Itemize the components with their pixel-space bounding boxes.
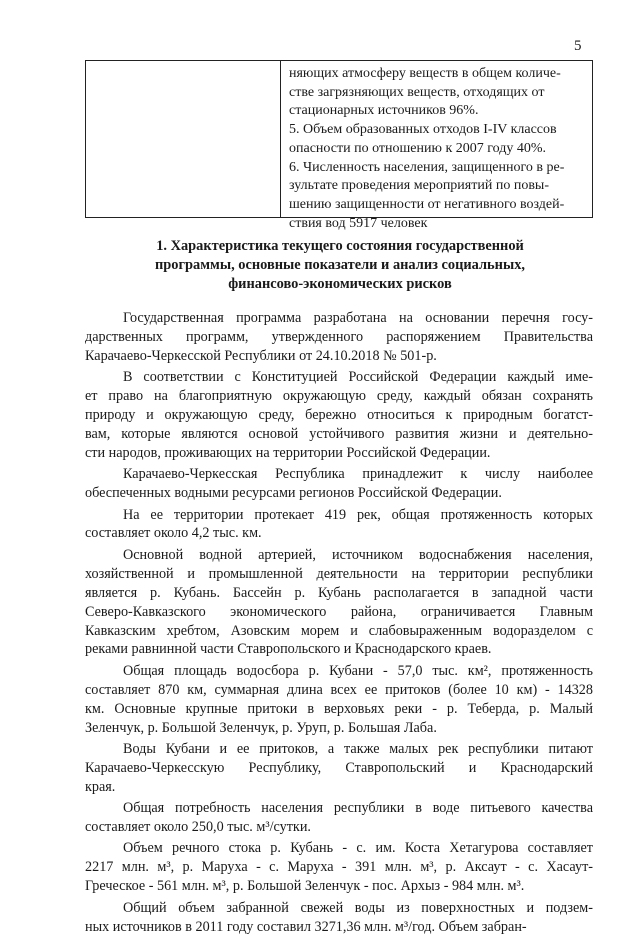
paragraph-line: Карачаево-Черкесская Республика принадлежит к числу наиболее bbox=[123, 466, 593, 483]
paragraph-line: Общая потребность населения республики в воде питьевого качества bbox=[123, 800, 593, 817]
paragraph bbox=[85, 309, 593, 366]
paragraph bbox=[85, 740, 593, 797]
table-text-line: зультате проведения мероприятий по повы- bbox=[289, 178, 550, 194]
paragraph bbox=[85, 662, 593, 738]
paragraph-line: является р. Кубань. Бассейн р. Кубань располагается в западной части bbox=[85, 584, 593, 601]
indicators-table-fragment bbox=[85, 60, 593, 231]
paragraph-line: Объем речного стока р. Кубань - с. им. Коста Хетагурова составляет bbox=[123, 840, 593, 857]
paragraph bbox=[85, 546, 593, 659]
table-text-line: опасности по отношению к 2007 году 40%. bbox=[289, 140, 547, 156]
paragraph-line: края. bbox=[85, 778, 116, 795]
paragraph-line: Воды Кубани и ее притоков, а также малых рек республики питают bbox=[123, 740, 593, 757]
paragraph-line: реками равнинной части Ставропольского и Краснодарского краев. bbox=[85, 641, 492, 658]
paragraph bbox=[85, 799, 593, 837]
paragraph-line: В соответствии с Конституцией Российской Федерации каждый име- bbox=[123, 369, 593, 386]
table-right-cell bbox=[281, 61, 592, 231]
paragraph bbox=[85, 506, 593, 544]
table-left-cell bbox=[86, 61, 281, 217]
paragraph bbox=[85, 368, 593, 463]
paragraph-line: км. Основные крупные притоки в верховьях реки - р. Теберда, р. Малый bbox=[85, 700, 593, 717]
page-number: 5 bbox=[574, 38, 582, 54]
table-text-line: стационарных источников 96%. bbox=[289, 103, 479, 119]
paragraph-line: составляет 870 км, суммарная длина всех ее притоков (более 10 км) - 14328 bbox=[85, 681, 593, 698]
table-text-line: 6. Численность населения, защищенного в ре- bbox=[289, 159, 565, 175]
table-text-line: няющих атмосферу веществ в общем количе- bbox=[289, 66, 561, 81]
paragraph-line: На ее территории протекает 419 рек, общая протяженность которых bbox=[123, 506, 593, 523]
paragraph-line: Общий объем забранной свежей воды из поверхностных и подзем- bbox=[123, 899, 593, 916]
paragraph-line: Зеленчук, р. Большой Зеленчук, р. Уруп, р. Большая Лаба. bbox=[85, 719, 437, 736]
table-text-line: 5. Объем образованных отходов I-IV классов bbox=[289, 122, 557, 138]
paragraph bbox=[85, 465, 593, 503]
paragraph bbox=[85, 899, 593, 937]
paragraph-line: ных источников в 2011 году составил 3271,36 млн. м³/год. Объем забран- bbox=[85, 918, 527, 935]
body-text bbox=[85, 309, 593, 939]
paragraph-line: природу и окружающую среду, бережно относиться к природным богатст- bbox=[85, 407, 593, 424]
paragraph-line: Государственная программа разработана на основании перечня госу- bbox=[123, 310, 593, 326]
paragraph-line: Основной водной артерией, источником водоснабжения населения, bbox=[123, 546, 593, 563]
heading-line: программы, основные показатели и анализ социальных, bbox=[155, 257, 525, 273]
heading-line: финансово-экономических рисков bbox=[228, 276, 452, 292]
paragraph-line: хозяйственной и промышленной деятельности на территории республики bbox=[85, 565, 593, 582]
paragraph-line: 2217 млн. м³, р. Маруха - с. Маруха - 391 млн. м³, р. Аксаут - с. Хасаут- bbox=[85, 859, 593, 876]
paragraph-line: Карачаево-Черкесской Республики от 24.10.2018 № 501-р. bbox=[85, 347, 437, 364]
paragraph-line: вам, которые являются основой устойчивого развития жизни и деятельно- bbox=[85, 425, 593, 442]
paragraph-line: составляет около 4,2 тыс. км. bbox=[85, 525, 262, 542]
paragraph-line: ет право на благоприятную окружающую среду, каждый обязан сохранять bbox=[85, 388, 593, 405]
paragraph bbox=[85, 839, 593, 896]
paragraph-line: сти народов, проживающих на территории Российской Федерации. bbox=[85, 444, 491, 461]
table-text-line: шению защищенности от негативного воздей- bbox=[289, 196, 565, 212]
paragraph-line: Карачаево-Черкесскую Республику, Ставропольский и Краснодарский bbox=[85, 759, 593, 776]
paragraph-line: обеспеченных водными ресурсами регионов Российской Федерации. bbox=[85, 485, 502, 502]
paragraph-line: Кавказским хребтом, Азовским морем и слабовыраженным водоразделом с bbox=[85, 622, 593, 639]
paragraph-line: Северо-Кавказского экономического района, ограничивается Главным bbox=[85, 603, 593, 620]
paragraph-line: составляет около 250,0 тыс. м³/сутки. bbox=[85, 819, 311, 836]
paragraph-line: Греческое - 561 млн. м³, р. Большой Зеленчук - пос. Архыз - 984 млн. м³. bbox=[85, 878, 525, 895]
heading-line: 1. Характеристика текущего состояния государственной bbox=[156, 238, 524, 254]
paragraph-line: Общая площадь водосбора р. Кубани - 57,0 тыс. км², протяженность bbox=[123, 662, 593, 679]
table-text-line: стве загрязняющих веществ, отходящих от bbox=[289, 84, 545, 100]
table-text-line: ствия вод 5917 человек bbox=[289, 215, 428, 231]
section-heading bbox=[110, 237, 570, 294]
paragraph-line: дарственных программ, утвержденного распоряжением Правительства bbox=[85, 328, 593, 345]
